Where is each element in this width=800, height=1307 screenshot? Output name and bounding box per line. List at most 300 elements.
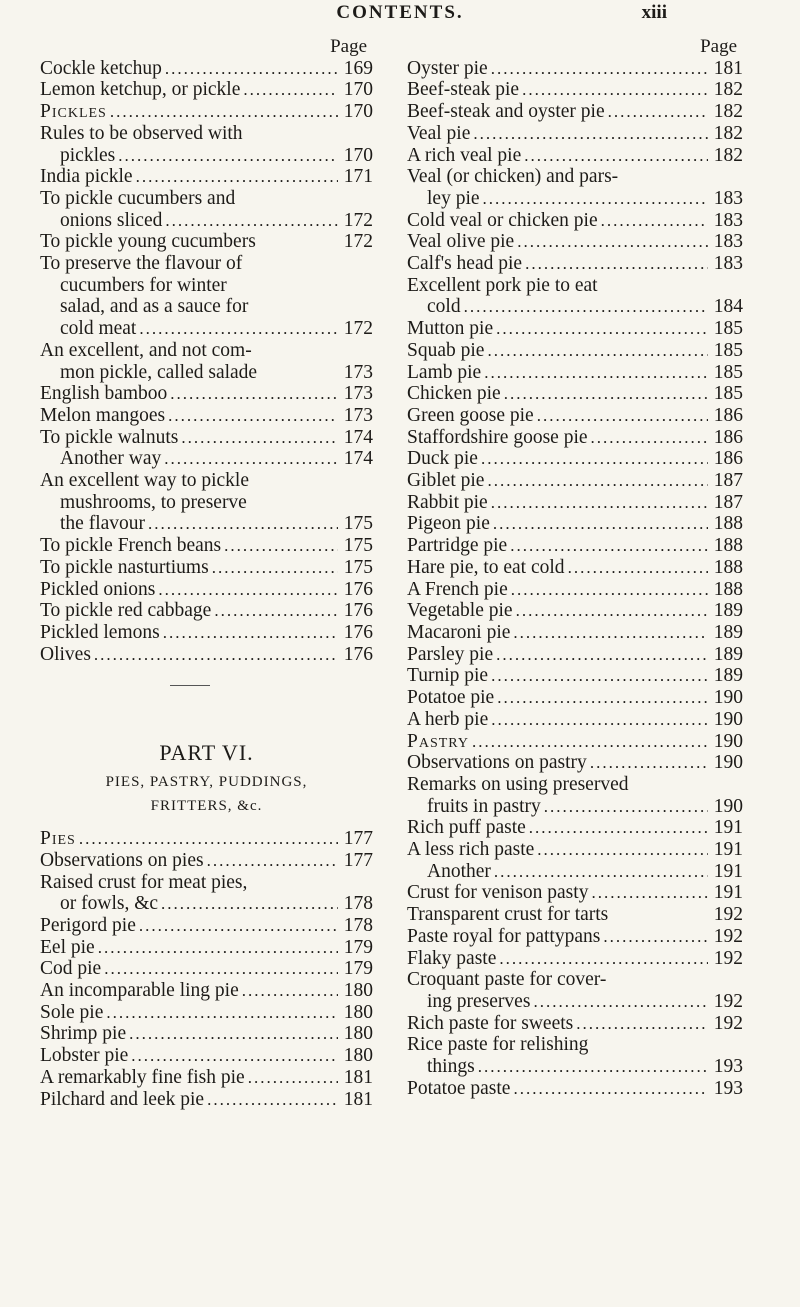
leader-dots: [511, 579, 708, 601]
entry-page-number: 183: [713, 209, 743, 231]
toc-entry: [407, 166, 743, 209]
page-number: xiii: [641, 2, 667, 23]
toc-entry-line: [40, 101, 373, 123]
leader-dots: [524, 145, 708, 167]
entry-page-number: 185: [713, 383, 743, 405]
entry-page-number: 181: [343, 1066, 373, 1088]
toc-entry-line: [407, 383, 743, 405]
leader-dots: [491, 709, 708, 731]
entry-title: Beef-steak and oyster pie: [407, 101, 605, 123]
leader-dots: [525, 253, 708, 275]
entry-page-number: 170: [343, 101, 373, 123]
entry-page-number: 176: [343, 600, 373, 622]
toc-entry-line: [407, 796, 743, 818]
toc-entry-line: [407, 188, 743, 210]
leader-dots: [104, 958, 338, 980]
toc-entry: [40, 427, 373, 449]
entry-page-number: 182: [713, 122, 743, 144]
entry-page-number: 183: [713, 253, 743, 275]
entry-page-number: 188: [713, 556, 743, 578]
entry-page-number: 178: [343, 893, 373, 915]
entry-title: Another: [427, 860, 491, 882]
toc-entry-line: [407, 448, 743, 470]
leader-dots: [163, 622, 338, 644]
leader-dots: [487, 340, 708, 362]
entry-title: cold: [427, 296, 461, 318]
entry-page-number: 193: [713, 1056, 743, 1078]
entry-title: Partridge pie: [407, 535, 508, 557]
entry-page-number: 182: [713, 79, 743, 101]
toc-entry-line: [40, 1002, 373, 1024]
toc-entry: [40, 1002, 373, 1024]
toc-entry: [40, 1089, 373, 1111]
toc-entry: [40, 79, 373, 101]
toc-entry-line: [407, 1013, 743, 1035]
toc-entry-line: [407, 948, 743, 970]
leader-dots: [464, 296, 708, 318]
toc-entry: [40, 872, 373, 915]
entry-title: Rich puff paste: [407, 817, 526, 839]
left-entries-bottom: [40, 828, 373, 1110]
toc-entry: [40, 1045, 373, 1067]
leader-dots: [248, 1067, 338, 1089]
toc-entry: [40, 915, 373, 937]
entry-title: Potatoe pie: [407, 687, 495, 709]
left-column: [40, 36, 373, 1110]
leader-dots: [496, 644, 708, 666]
entry-page-number: 176: [343, 643, 373, 665]
leader-dots: [591, 882, 708, 904]
toc-entry: [407, 839, 743, 861]
entry-page-number: 190: [713, 752, 743, 774]
toc-entry: [40, 101, 373, 123]
running-title: CONTENTS.: [336, 2, 464, 23]
toc-entry-line: [407, 253, 743, 275]
entry-page-number: 187: [713, 470, 743, 492]
entry-page-number: 175: [343, 513, 373, 535]
section-divider: [170, 685, 210, 686]
entry-title: Pilchard and leek pie: [40, 1088, 205, 1110]
leader-dots: [601, 210, 708, 232]
toc-entry: [407, 731, 743, 753]
entry-page-number: 180: [343, 980, 373, 1002]
leader-dots: [214, 600, 338, 622]
entry-title: Lemon ketchup, or pickle: [40, 79, 241, 101]
leader-dots: [473, 123, 708, 145]
entry-page-number: 183: [713, 187, 743, 209]
entry-title: Excellent pork pie to eat: [407, 274, 598, 296]
toc-entry: [407, 1034, 743, 1077]
entry-title: Cockle ketchup: [40, 57, 162, 79]
entry-title: Macaroni pie: [407, 621, 511, 643]
entry-page-number: 183: [713, 231, 743, 253]
toc-entry-line: [40, 937, 373, 959]
entry-title: Perigord pie: [40, 914, 136, 936]
toc-entry: [407, 362, 743, 384]
entry-page-number: 178: [343, 914, 373, 936]
entry-title: mon pickle, called salade: [60, 361, 258, 383]
page-header: [0, 0, 800, 30]
entry-title: Olives: [40, 643, 91, 665]
toc-entry-line: [40, 318, 373, 340]
leader-dots: [513, 622, 708, 644]
entry-page-number: 175: [343, 535, 373, 557]
toc-entry: [407, 774, 743, 817]
toc-entry: [407, 318, 743, 340]
entry-title: Pies: [40, 828, 76, 850]
entry-title: Flaky paste: [407, 947, 497, 969]
entry-page-number: 189: [713, 600, 743, 622]
entry-title: Hare pie, to eat cold: [407, 556, 565, 578]
toc-entry: [407, 405, 743, 427]
entry-title: Lobster pie: [40, 1045, 129, 1067]
toc-entry-line: [407, 1056, 743, 1078]
toc-entry: [407, 622, 743, 644]
entry-title: Turnip pie: [407, 665, 489, 687]
entry-title: Lamb pie: [407, 361, 482, 383]
leader-dots: [537, 839, 708, 861]
toc-entry: [407, 210, 743, 232]
entry-title: English bamboo: [40, 383, 168, 405]
entry-title: Eel pie: [40, 936, 95, 958]
leader-dots: [497, 687, 708, 709]
leader-dots: [537, 405, 708, 427]
entry-title: cucumbers for winter: [60, 274, 227, 296]
entry-title: Cold veal or chicken pie: [407, 209, 598, 231]
toc-entry-line: [40, 1023, 373, 1045]
toc-entry: [40, 253, 373, 340]
part-subtitle-line: PIES, PASTRY, PUDDINGS,: [105, 774, 308, 791]
toc-entry: [407, 535, 743, 557]
entry-page-number: 181: [343, 1088, 373, 1110]
toc-entry: [407, 492, 743, 514]
toc-entry-line: [40, 915, 373, 937]
toc-entry: [40, 470, 373, 535]
entry-title: Rice paste for relishing: [407, 1034, 589, 1056]
toc-entry: [407, 969, 743, 1012]
entry-title: onions sliced: [60, 209, 163, 231]
toc-entry: [407, 817, 743, 839]
entry-title: Crust for venison pasty: [407, 882, 589, 904]
entry-title: Parsley pie: [407, 643, 494, 665]
toc-entry-line: [407, 839, 743, 861]
entry-page-number: 189: [713, 643, 743, 665]
entry-page-number: 188: [713, 578, 743, 600]
entry-page-number: 185: [713, 361, 743, 383]
toc-entry-line: [407, 579, 743, 601]
toc-entry-line: [407, 600, 743, 622]
toc-entry-line: [40, 557, 373, 579]
leader-dots: [499, 948, 708, 970]
toc-entry-line: [40, 362, 373, 384]
leader-dots: [139, 915, 338, 937]
leader-dots: [568, 557, 708, 579]
toc-entry-line: [40, 383, 373, 405]
entry-title: cold meat: [60, 318, 137, 340]
entry-page-number: 190: [713, 687, 743, 709]
entry-title: Mutton pie: [407, 318, 494, 340]
toc-entry-line: [40, 644, 373, 666]
leader-dots: [164, 448, 338, 470]
leader-dots: [529, 817, 708, 839]
entry-title: Raised crust for meat pies,: [40, 871, 248, 893]
leader-dots: [168, 405, 338, 427]
part-title: PART VI.: [159, 740, 254, 766]
leader-dots: [533, 991, 708, 1013]
page-column-label: Page: [700, 36, 737, 57]
toc-entry-line: [40, 850, 373, 872]
entry-title: mushrooms, to preserve: [60, 491, 247, 513]
toc-entry: [40, 231, 373, 253]
leader-dots: [224, 535, 338, 557]
leader-dots: [243, 79, 338, 101]
entry-title: To pickle young cucumbers: [40, 231, 256, 253]
leader-dots: [491, 492, 708, 514]
leader-dots: [481, 448, 708, 470]
entry-page-number: 188: [713, 535, 743, 557]
leader-dots: [94, 644, 338, 666]
entry-page-number: 188: [713, 513, 743, 535]
leader-dots: [131, 1045, 338, 1067]
leader-dots: [478, 1056, 708, 1078]
entry-page-number: 180: [343, 1023, 373, 1045]
leader-dots: [494, 861, 708, 883]
toc-entry: [40, 937, 373, 959]
toc-entry: [407, 427, 743, 449]
toc-entry-line: [407, 752, 743, 774]
toc-entry: [40, 123, 373, 166]
entry-page-number: 179: [343, 936, 373, 958]
toc-entry: [40, 535, 373, 557]
toc-entry: [407, 709, 743, 731]
toc-entry: [407, 926, 743, 948]
toc-entry-line: [40, 980, 373, 1002]
entry-title: Pickled onions: [40, 578, 156, 600]
toc-entry-line: [407, 731, 743, 753]
entry-title: A less rich paste: [407, 839, 535, 861]
toc-entry-line: [407, 405, 743, 427]
leader-dots: [212, 557, 338, 579]
entry-title: An incomparable ling pie: [40, 980, 239, 1002]
toc-entry: [407, 861, 743, 883]
toc-entry: [40, 600, 373, 622]
entry-title: Sole pie: [40, 1001, 104, 1023]
toc-entry: [40, 557, 373, 579]
toc-entry-line: [407, 513, 743, 535]
leader-dots: [576, 1013, 708, 1035]
toc-entry-line: [407, 665, 743, 687]
toc-entry-line: [407, 1078, 743, 1100]
leader-dots: [79, 828, 338, 850]
entry-page-number: 171: [343, 166, 373, 188]
entry-title: To pickle nasturtiums: [40, 556, 209, 578]
toc-entry: [407, 948, 743, 970]
toc-entry: [407, 904, 743, 926]
toc-entry-line: [407, 101, 743, 123]
toc-entry-line: [40, 427, 373, 449]
leader-dots: [504, 383, 708, 405]
toc-entry-line: [407, 362, 743, 384]
entry-page-number: 191: [713, 882, 743, 904]
leader-dots: [136, 166, 338, 188]
entry-page-number: 192: [713, 925, 743, 947]
entry-title: To pickle walnuts: [40, 426, 179, 448]
entry-page-number: 190: [713, 708, 743, 730]
toc-entry: [407, 1013, 743, 1035]
entry-page-number: 176: [343, 578, 373, 600]
toc-entry: [407, 665, 743, 687]
toc-entry: [407, 231, 743, 253]
toc-entry: [40, 958, 373, 980]
leader-dots: [148, 513, 338, 535]
toc-entry: [40, 383, 373, 405]
entry-title: Rich paste for sweets: [407, 1012, 574, 1034]
toc-entry-line: [407, 427, 743, 449]
entry-title: To preserve the flavour of: [40, 253, 243, 275]
entry-title: Croquant paste for cover-: [407, 969, 607, 991]
toc-entry-line: [40, 1067, 373, 1089]
toc-entry: [40, 1023, 373, 1045]
entry-title: Paste royal for pattypans: [407, 925, 601, 947]
toc-entry: [40, 166, 373, 188]
leader-dots: [106, 1002, 338, 1024]
toc-entry-line: [407, 687, 743, 709]
part-subtitle: [40, 770, 373, 818]
entry-title: A herb pie: [407, 708, 489, 730]
leader-dots: [590, 752, 708, 774]
entry-page-number: 170: [343, 144, 373, 166]
entry-title: Remarks on using preserved: [407, 773, 629, 795]
entry-page-number: 192: [713, 904, 743, 926]
entry-page-number: 180: [343, 1001, 373, 1023]
entry-title: To pickle cucumbers and: [40, 187, 236, 209]
entry-page-number: 169: [343, 57, 373, 79]
leader-dots: [522, 79, 708, 101]
leader-dots: [603, 926, 708, 948]
leader-dots: [118, 145, 338, 167]
entry-page-number: 174: [343, 426, 373, 448]
toc-entry: [407, 470, 743, 492]
toc-entry: [40, 980, 373, 1002]
entry-title: A French pie: [407, 578, 508, 600]
leader-dots: [491, 58, 708, 80]
toc-entry: [407, 79, 743, 101]
toc-entry: [40, 448, 373, 470]
entry-title: salad, and as a sauce for: [60, 296, 249, 318]
toc-entry: [407, 275, 743, 318]
toc-entry: [40, 58, 373, 80]
entry-title: pickles: [60, 144, 116, 166]
entry-page-number: 182: [713, 144, 743, 166]
entry-page-number: 192: [713, 947, 743, 969]
entry-title: the flavour: [60, 513, 146, 535]
toc-entry: [40, 340, 373, 383]
toc-entry: [407, 644, 743, 666]
toc-entry-line: [407, 145, 743, 167]
entry-page-number: 192: [713, 990, 743, 1012]
toc-entry-line: [407, 492, 743, 514]
entry-page-number: 185: [713, 318, 743, 340]
toc-entry-line: [40, 513, 373, 535]
toc-entry: [40, 579, 373, 601]
leader-dots: [165, 58, 338, 80]
toc-entry-line: [407, 535, 743, 557]
leader-dots: [165, 210, 338, 232]
toc-entry: [407, 58, 743, 80]
toc-entry-line: [407, 709, 743, 731]
leader-dots: [491, 665, 708, 687]
right-column: [407, 36, 743, 1099]
toc-entry-line: [40, 145, 373, 167]
toc-entry-line: [407, 58, 743, 80]
entry-title: Pastry: [407, 730, 469, 752]
toc-entry: [407, 383, 743, 405]
entry-title: Rabbit pie: [407, 491, 488, 513]
toc-entry: [407, 145, 743, 167]
toc-entry: [407, 557, 743, 579]
leader-dots: [98, 937, 338, 959]
toc-entry-line: [40, 448, 373, 470]
entry-page-number: 184: [713, 296, 743, 318]
entry-title: Squab pie: [407, 339, 485, 361]
toc-entry: [407, 101, 743, 123]
leader-dots: [516, 600, 708, 622]
entry-page-number: 180: [343, 1045, 373, 1067]
toc-entry-line: [407, 470, 743, 492]
page-column-label: Page: [330, 36, 367, 57]
entry-page-number: 177: [343, 849, 373, 871]
entry-page-number: 186: [713, 448, 743, 470]
leader-dots: [170, 383, 338, 405]
toc-entry: [407, 882, 743, 904]
toc-entry: [40, 850, 373, 872]
entry-page-number: 170: [343, 79, 373, 101]
leader-dots: [181, 427, 338, 449]
entry-title: or fowls, &c: [60, 893, 159, 915]
entry-title: Pigeon pie: [407, 513, 490, 535]
toc-entry-line: [407, 882, 743, 904]
entry-title: Transparent crust for tarts: [407, 904, 609, 926]
entry-page-number: 172: [343, 318, 373, 340]
entry-title: Observations on pastry: [407, 752, 587, 774]
entry-title: Pickles: [40, 101, 107, 123]
entry-title: Observations on pies: [40, 849, 204, 871]
leader-dots: [139, 318, 338, 340]
left-entries-top: [40, 58, 373, 666]
toc-entry-line: [407, 817, 743, 839]
toc-entry-line: [40, 535, 373, 557]
entry-page-number: 173: [343, 361, 373, 383]
toc-entry-line: [407, 861, 743, 883]
entry-title: fruits in pastry: [427, 795, 541, 817]
entry-page-number: 189: [713, 665, 743, 687]
toc-entry-line: [40, 622, 373, 644]
entry-title: An excellent way to pickle: [40, 470, 250, 492]
toc-entry: [407, 687, 743, 709]
leader-dots: [517, 231, 708, 253]
toc-entry: [407, 448, 743, 470]
leader-dots: [161, 893, 338, 915]
leader-dots: [591, 427, 708, 449]
entry-page-number: 174: [343, 448, 373, 470]
entry-title: Oyster pie: [407, 57, 488, 79]
toc-entry: [407, 752, 743, 774]
entry-page-number: 173: [343, 383, 373, 405]
leader-dots: [207, 1089, 338, 1111]
toc-entry-line: [40, 1089, 373, 1111]
toc-entry-line: [40, 579, 373, 601]
entry-title: Chicken pie: [407, 383, 501, 405]
